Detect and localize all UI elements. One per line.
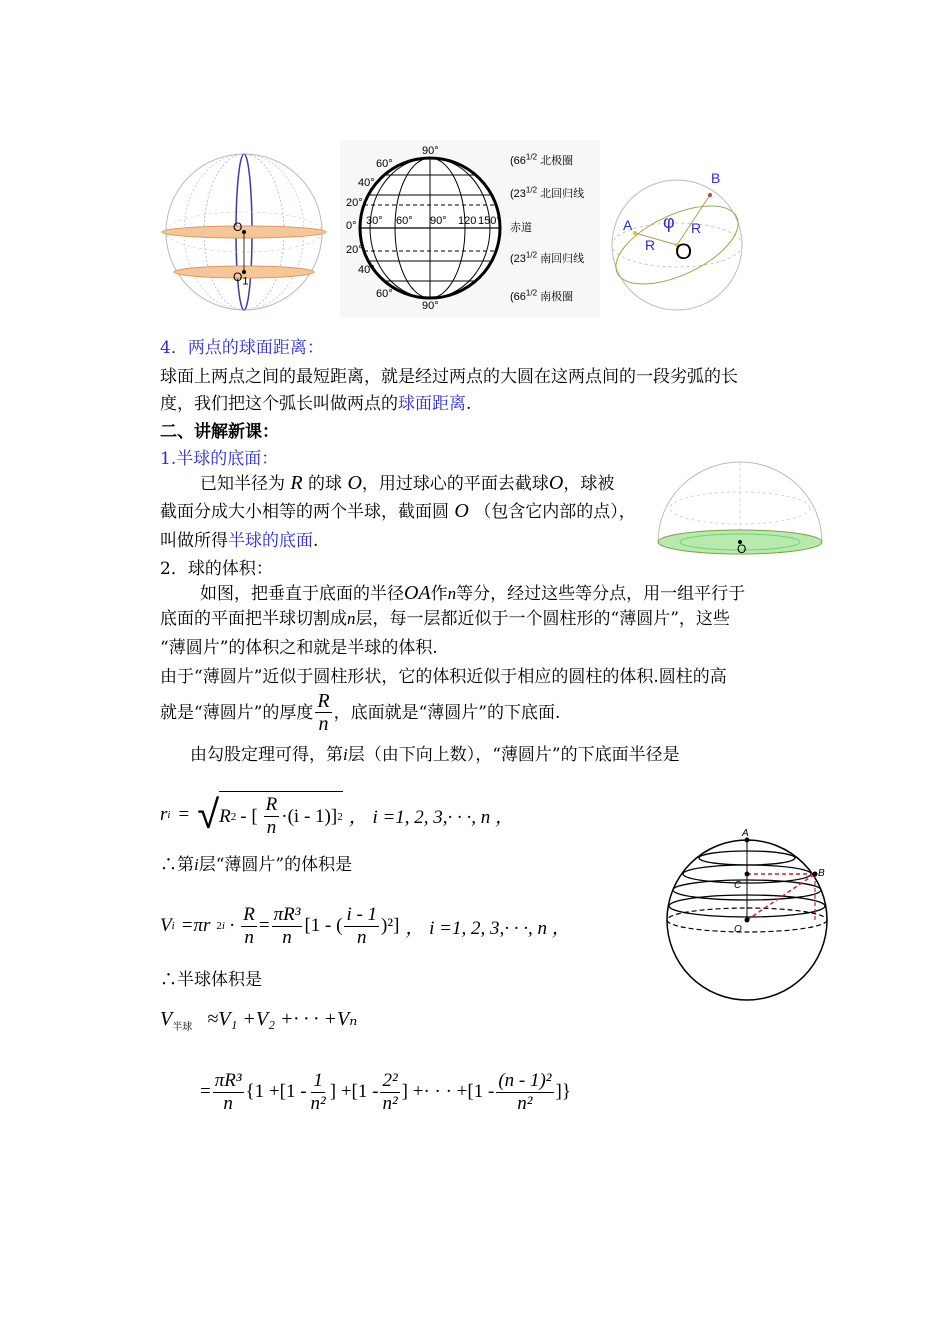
globe-figure bbox=[340, 140, 600, 318]
volume-line6: 由勾股定理可得，第i层（由下向上数），“薄圆片”的下底面半径是 bbox=[190, 745, 680, 765]
thickness-fraction: $\frac{R}{n}$ bbox=[317, 690, 330, 735]
layered-sphere-figure bbox=[665, 828, 835, 1003]
antarctic-label: ($66^{1/2}$ 南极圈 bbox=[510, 288, 574, 303]
phi-label: φ bbox=[663, 212, 675, 232]
hemisphere-figure bbox=[652, 458, 827, 558]
sphere-subcenter-label: $O_1$ bbox=[233, 270, 249, 288]
layer-point-c: C bbox=[734, 880, 742, 891]
section4-line1: 球面上两点之间的最短距离，就是经过两点的大圆在这两点间的一段劣弧的长 bbox=[160, 367, 738, 387]
lat-90-bottom: 90° bbox=[422, 300, 439, 312]
item1-title: 1.半球的底面： bbox=[160, 449, 279, 469]
lon-150: 150° bbox=[478, 215, 501, 227]
hemisphere-para-line3: 叫做所得半球的底面. bbox=[160, 531, 319, 551]
volume-line5: 就是“薄圆片”的厚度 $\frac{R}{n}$ ，底面就是“薄圆片”的下底面. bbox=[160, 690, 561, 735]
lat-40s: 40° bbox=[358, 264, 375, 276]
center-o-label: O bbox=[675, 239, 693, 264]
formula-sum: $V_{半球} \approx V_1 +V_2$ +· · · +Vₙ bbox=[160, 1008, 358, 1033]
formula-layer-volume: V i =πr 2 i · $\frac{R}{n}$ = $\frac{\text{πR³}}{n}$ [1 - ( $\frac{i - 1}{n}$ )²] ， i =1, 2, 3,· · ·, n ， bbox=[160, 903, 571, 948]
sphere-points-figure bbox=[605, 165, 755, 315]
lat-20s: 20° bbox=[346, 244, 363, 256]
hemisphere-volume-caption: ∴半球体积是 bbox=[160, 970, 262, 990]
formula-radius: r i = √ R 2 - [ $\frac{R}{n}$ ·(i - 1)] 2 ， i =1, 2, 3,· · ·, n ， bbox=[160, 792, 515, 838]
lat-40n: 40° bbox=[358, 177, 375, 189]
layer-point-b: B bbox=[818, 868, 825, 879]
hemisphere-center-label: O bbox=[737, 542, 747, 556]
lon-60: 60° bbox=[396, 215, 413, 227]
point-a-label: A bbox=[623, 217, 633, 233]
arctic-label: ($66^{1/2}$ 北极圈 bbox=[510, 152, 574, 167]
volume-line3: “薄圆片”的体积之和就是半球的体积. bbox=[160, 638, 438, 658]
section4-line2: 度，我们把这个弧长叫做两点的球面距离. bbox=[160, 394, 472, 414]
radius-label-1: R bbox=[645, 237, 656, 253]
hemisphere-para-line1: 已知半径为 R 的球 O，用过球心的平面去截球O，球被 bbox=[200, 472, 615, 494]
part2-heading: 二、讲解新课： bbox=[160, 422, 279, 442]
formula-expansion: = $\frac{\text{πR³}}{n}$ {1 +[1 - $\frac{1}{\text{n²}}$ ] +[1 - $\frac{\text{2²}}{\text{n²}}$ ] +· · · +[1 - $\frac{\text{(n - 1)²}}{\text{n²}}$ ]} bbox=[200, 1069, 571, 1114]
capricorn-label: ($23^{1/2}$ 南回归线 bbox=[510, 250, 585, 265]
lon-90: 90° bbox=[430, 215, 447, 227]
radius-label-2: R bbox=[691, 220, 702, 236]
lat-0: 0° bbox=[346, 220, 357, 232]
lat-20n: 20° bbox=[346, 197, 363, 209]
spherical-distance-term: 球面距离 bbox=[398, 394, 466, 414]
lat-60n: 60° bbox=[376, 158, 393, 170]
volume-line4: 由于“薄圆片”近似于圆柱形状，它的体积近似于相应的圆柱的体积.圆柱的高 bbox=[160, 667, 727, 687]
layer-point-a: A bbox=[742, 828, 749, 839]
volume-line1: 如图，把垂直于底面的半径OA作n等分，经过这些等分点，用一组平行于 bbox=[200, 582, 746, 604]
sphere-center-label: O bbox=[233, 220, 243, 234]
lon-30: 30° bbox=[366, 215, 383, 227]
sphere-discs-figure bbox=[160, 150, 330, 315]
cancer-label: ($23^{1/2}$ 北回归线 bbox=[510, 185, 585, 200]
hemisphere-para-line2: 截面分成大小相等的两个半球，截面圆 O （包含它内部的点）， bbox=[160, 500, 636, 522]
volume-line2: 底面的平面把半球切割成n层，每一层都近似于一个圆柱形的“薄圆片”，这些 bbox=[160, 609, 730, 629]
section4-heading: 4．两点的球面距离： bbox=[160, 338, 324, 358]
layer-volume-caption: ∴第i层“薄圆片”的体积是 bbox=[160, 855, 353, 875]
lat-60s: 60° bbox=[376, 288, 393, 300]
lon-120: 120 bbox=[458, 215, 477, 227]
lat-90-top: 90° bbox=[422, 145, 439, 157]
item2-title: 2．球的体积： bbox=[160, 559, 273, 579]
hemisphere-base-term: 半球的底面 bbox=[228, 531, 313, 551]
point-b-label: B bbox=[711, 170, 721, 186]
layer-point-o: O bbox=[734, 924, 742, 935]
equator-label: 赤道 bbox=[510, 222, 532, 234]
